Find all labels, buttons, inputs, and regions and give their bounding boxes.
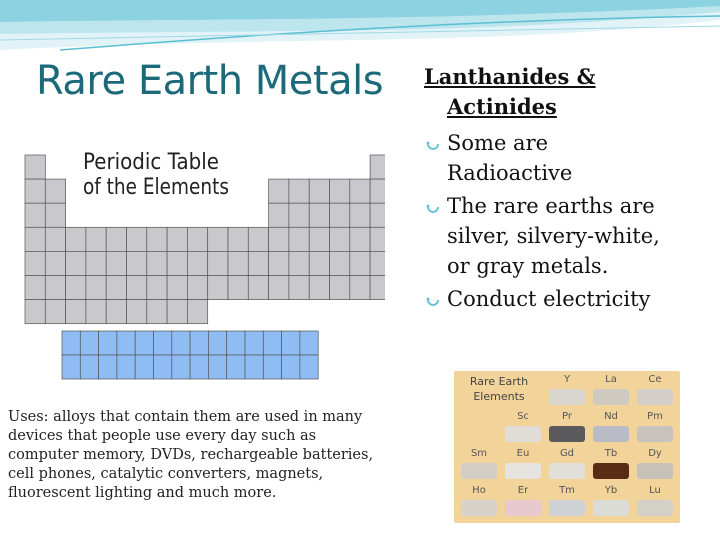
element-sample-swatch <box>637 389 673 405</box>
element-sample-swatch <box>549 500 585 516</box>
bullet-list <box>412 128 716 314</box>
bullet-text-2b: silver, silvery-white, <box>447 224 660 248</box>
pt-cell <box>228 227 248 251</box>
bullet-text-2c: or gray metals. <box>447 254 609 278</box>
pt-cell <box>300 355 318 379</box>
pt-cell <box>245 331 263 355</box>
pt-cell <box>106 276 126 300</box>
element-tile <box>634 410 676 444</box>
pt-cell <box>370 179 385 203</box>
pt-cell <box>282 331 300 355</box>
ree-title <box>458 374 540 404</box>
pt-cell <box>269 179 289 203</box>
periodic-table-image <box>7 140 385 400</box>
element-symbol: Sm <box>470 448 488 459</box>
pt-cell <box>248 251 268 275</box>
pt-cell <box>187 276 207 300</box>
element-symbol: Dy <box>648 448 662 459</box>
element-sample-swatch <box>505 463 541 479</box>
element-sample-swatch <box>593 426 629 442</box>
element-tile <box>590 373 632 407</box>
uses-line-1: Uses: alloys that contain them are used in many <box>8 409 363 425</box>
pt-cell <box>263 355 281 379</box>
pt-cell <box>370 227 385 251</box>
heading-line-1: Lanthanides & <box>424 64 596 89</box>
pt-cell <box>350 227 370 251</box>
pt-cell <box>45 251 65 275</box>
pt-cell <box>45 203 65 227</box>
pt-cell <box>190 331 208 355</box>
pt-cell <box>86 251 106 275</box>
pt-cell <box>245 355 263 379</box>
pt-cell <box>228 251 248 275</box>
pt-cell <box>350 251 370 275</box>
element-symbol: Lu <box>649 485 661 496</box>
pt-cell <box>248 227 268 251</box>
element-sample-swatch <box>461 463 497 479</box>
element-sample-swatch <box>549 426 585 442</box>
pt-cell <box>289 227 309 251</box>
pt-cell <box>117 355 135 379</box>
pt-cell <box>330 227 350 251</box>
pt-cell <box>127 276 147 300</box>
pt-cell <box>25 300 45 324</box>
pt-cell <box>147 251 167 275</box>
pt-cell <box>80 355 98 379</box>
pt-cell <box>289 251 309 275</box>
pt-cell <box>117 331 135 355</box>
element-tile <box>546 484 588 518</box>
pt-cell <box>135 331 153 355</box>
pt-cell <box>45 300 65 324</box>
pt-title-line-1: Periodic Table <box>83 150 219 175</box>
pt-cell <box>127 300 147 324</box>
element-tile <box>502 484 544 518</box>
pt-cell <box>227 355 245 379</box>
pt-cell <box>187 251 207 275</box>
element-symbol: La <box>605 374 617 385</box>
pt-cell <box>309 179 329 203</box>
pt-cell <box>330 179 350 203</box>
bullet-icon <box>425 136 441 152</box>
pt-cell <box>86 300 106 324</box>
element-symbol: Tm <box>559 485 575 496</box>
pt-cell <box>172 331 190 355</box>
section-heading <box>424 62 716 122</box>
pt-cell <box>187 227 207 251</box>
pt-cell <box>127 251 147 275</box>
pt-cell <box>190 355 208 379</box>
uses-line-5: fluorescent lighting and much more. <box>8 485 277 501</box>
pt-cell <box>147 227 167 251</box>
content-panel <box>424 62 716 317</box>
pt-cell <box>25 276 45 300</box>
uses-line-2: devices that people use every day such as <box>8 428 317 444</box>
pt-cell <box>330 203 350 227</box>
bullet-text-1b: Radioactive <box>447 161 573 185</box>
pt-cell <box>66 300 86 324</box>
pt-cell <box>269 276 289 300</box>
element-sample-swatch <box>593 463 629 479</box>
bullet-text-2: The rare earths are <box>447 194 655 218</box>
pt-cell <box>269 227 289 251</box>
pt-cell <box>370 155 385 179</box>
element-sample-swatch <box>593 500 629 516</box>
pt-cell <box>45 227 65 251</box>
element-tile <box>458 484 500 518</box>
element-symbol: Yb <box>604 485 618 496</box>
element-tile <box>634 484 676 518</box>
pt-cell <box>289 179 309 203</box>
element-tile <box>634 447 676 481</box>
pt-cell <box>350 203 370 227</box>
pt-cell <box>208 331 226 355</box>
pt-cell <box>135 355 153 379</box>
element-tile <box>590 484 632 518</box>
pt-cell <box>289 203 309 227</box>
element-symbol: Pr <box>562 411 572 422</box>
element-symbol: Y <box>563 374 571 385</box>
element-tile <box>502 410 544 444</box>
bullet-item <box>412 191 716 281</box>
uses-line-4: cell phones, catalytic converters, magnets, <box>8 466 324 482</box>
element-symbol: Nd <box>604 411 618 422</box>
ree-title-line-1: Rare Earth <box>469 375 529 388</box>
pt-cell <box>106 251 126 275</box>
pt-cell <box>269 251 289 275</box>
pt-cell <box>25 203 45 227</box>
element-tile <box>546 410 588 444</box>
bullet-item <box>412 128 716 188</box>
pt-cell <box>147 276 167 300</box>
pt-cell <box>99 355 117 379</box>
pt-cell <box>99 331 117 355</box>
pt-cell <box>300 331 318 355</box>
pt-cell <box>106 300 126 324</box>
pt-cell <box>370 276 385 300</box>
pt-cell <box>154 331 172 355</box>
element-symbol: Ce <box>648 374 662 385</box>
pt-cell <box>106 227 126 251</box>
bullet-icon <box>425 292 441 308</box>
pt-cell <box>167 300 187 324</box>
bullet-icon <box>425 199 441 215</box>
element-symbol: Er <box>517 485 529 496</box>
pt-cell <box>147 300 167 324</box>
element-sample-swatch <box>505 500 541 516</box>
pt-cell <box>86 227 106 251</box>
pt-cell <box>25 179 45 203</box>
pt-cell <box>248 276 268 300</box>
element-sample-swatch <box>637 500 673 516</box>
pt-cell <box>350 179 370 203</box>
page-title: Rare Earth Metals <box>36 58 384 104</box>
uses-text <box>8 408 418 503</box>
element-symbol: Gd <box>559 448 575 459</box>
pt-cell <box>208 355 226 379</box>
bullet-item <box>412 284 716 314</box>
pt-cell <box>25 227 45 251</box>
element-tile <box>546 373 588 407</box>
pt-cell <box>187 300 207 324</box>
element-tile <box>502 447 544 481</box>
bullet-text-3: Conduct electricity <box>447 287 651 311</box>
pt-cell <box>309 276 329 300</box>
element-symbol: Eu <box>516 448 530 459</box>
element-symbol: Pm <box>647 411 663 422</box>
pt-cell <box>228 276 248 300</box>
element-sample-swatch <box>637 463 673 479</box>
ree-title-line-2: Elements <box>473 390 525 403</box>
pt-title-line-2: of the Elements <box>83 175 229 200</box>
pt-cell <box>62 355 80 379</box>
pt-cell <box>167 227 187 251</box>
pt-cell <box>154 355 172 379</box>
pt-cell <box>208 276 228 300</box>
pt-cell <box>269 203 289 227</box>
pt-cell <box>25 155 45 179</box>
pt-cell <box>330 251 350 275</box>
element-sample-swatch <box>505 426 541 442</box>
element-tile <box>590 447 632 481</box>
element-sample-swatch <box>593 389 629 405</box>
pt-cell <box>350 276 370 300</box>
pt-cell <box>370 203 385 227</box>
pt-cell <box>167 276 187 300</box>
pt-cell <box>309 251 329 275</box>
pt-cell <box>208 251 228 275</box>
uses-line-3: computer memory, DVDs, rechargeable batteries, <box>8 447 374 463</box>
pt-cell <box>330 276 350 300</box>
element-tile <box>458 447 500 481</box>
element-sample-swatch <box>549 463 585 479</box>
pt-cell <box>45 276 65 300</box>
element-tile <box>546 447 588 481</box>
pt-cell <box>309 203 329 227</box>
pt-cell <box>370 251 385 275</box>
pt-cell <box>86 276 106 300</box>
pt-cell <box>289 276 309 300</box>
pt-cell <box>62 331 80 355</box>
element-symbol: Sc <box>517 411 529 422</box>
element-sample-swatch <box>461 500 497 516</box>
pt-cell <box>25 251 45 275</box>
pt-cell <box>208 227 228 251</box>
pt-cell <box>227 331 245 355</box>
pt-cell <box>282 355 300 379</box>
element-sample-swatch <box>637 426 673 442</box>
pt-cell <box>309 227 329 251</box>
pt-cell <box>167 251 187 275</box>
element-sample-swatch <box>549 389 585 405</box>
pt-cell <box>263 331 281 355</box>
pt-cell <box>80 331 98 355</box>
pt-cell <box>66 276 86 300</box>
element-symbol: Tb <box>604 448 618 459</box>
heading-line-2: Actinides <box>447 94 557 119</box>
pt-cell <box>172 355 190 379</box>
element-tile <box>590 410 632 444</box>
rare-earth-elements-chart <box>454 371 680 523</box>
pt-cell <box>127 227 147 251</box>
pt-cell <box>66 251 86 275</box>
pt-cell <box>66 227 86 251</box>
element-symbol: Ho <box>472 485 486 496</box>
bullet-text-1: Some are <box>447 131 549 155</box>
element-tile <box>634 373 676 407</box>
pt-cell <box>45 179 65 203</box>
